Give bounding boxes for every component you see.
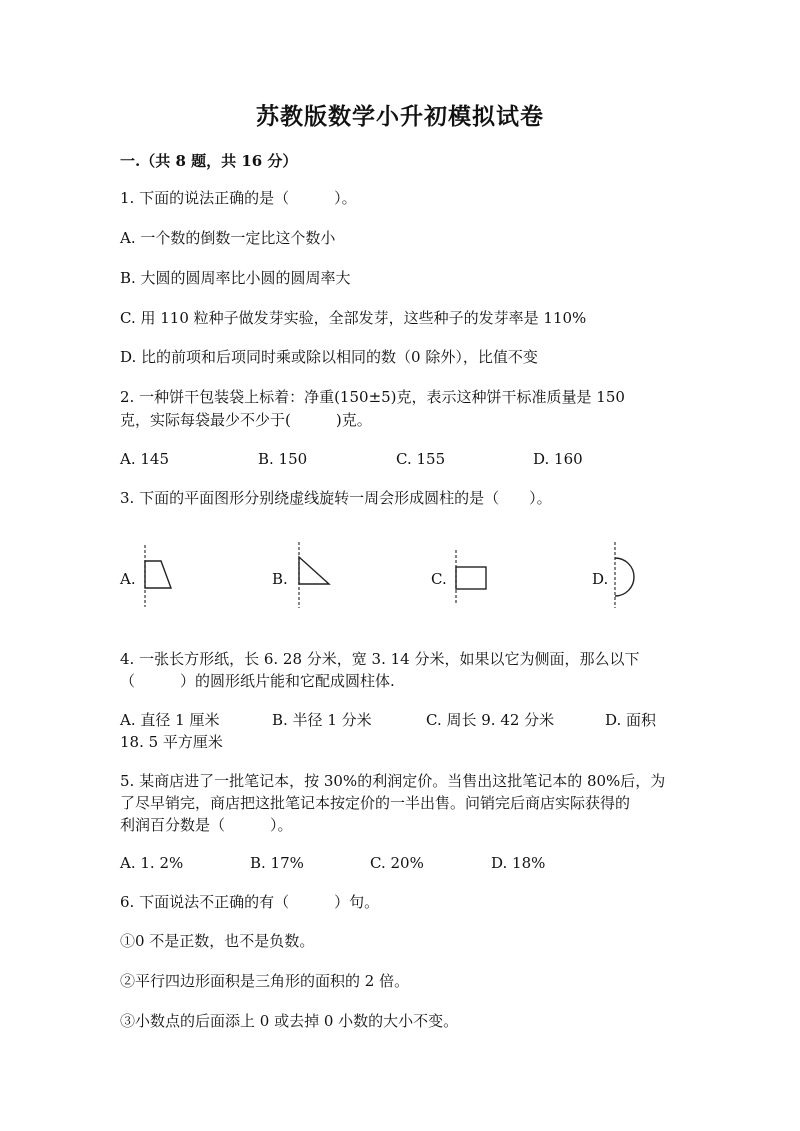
section-heading: 一.（共 8 题，共 16 分）: [120, 152, 298, 170]
question-2-option-b[interactable]: B. 150: [258, 450, 308, 468]
question-2-option-d[interactable]: D. 160: [533, 450, 583, 468]
question-1-stem: 1. 下面的说法正确的是（ ）。: [120, 189, 357, 207]
question-6-stem: 6. 下面说法不正确的有（ ）句。: [120, 893, 380, 911]
question-5-option-a[interactable]: A. 1. 2%: [120, 854, 184, 872]
semicircle-figure: [606, 540, 640, 610]
question-1-option-b[interactable]: B. 大圆的圆周率比小圆的圆周率大: [120, 269, 351, 287]
question-4-option-d-continued: 18. 5 平方厘米: [120, 733, 223, 751]
question-3-option-b-label[interactable]: B.: [272, 570, 288, 588]
question-3-stem: 3. 下面的平面图形分别绕虚线旋转一周会形成圆柱的是（ ）。: [120, 489, 552, 507]
question-5-stem-line-2: 了尽早销完，商店把这批笔记本按定价的一半出售。问销完后商店实际获得的: [120, 794, 631, 812]
question-5-option-b[interactable]: B. 17%: [250, 854, 304, 872]
right-trapezoid-figure: [136, 543, 178, 609]
page-title: 苏教版数学小升初模拟试卷: [256, 103, 544, 130]
question-1-option-a[interactable]: A. 一个数的倒数一定比这个数小: [120, 229, 336, 247]
question-4-stem-line-2: （ ）的圆形纸片能和它配成圆柱体.: [120, 672, 395, 690]
question-4-option-b[interactable]: B. 半径 1 分米: [272, 711, 372, 729]
question-3-option-d-label[interactable]: D.: [592, 570, 609, 588]
question-1-option-c[interactable]: C. 用 110 粒种子做发芽实验，全部发芽，这些种子的发芽率是 110%: [120, 309, 587, 327]
question-2-stem-line-2: 克，实际每袋最少不少于( )克。: [120, 411, 372, 429]
question-5-option-d[interactable]: D. 18%: [491, 854, 546, 872]
question-2-option-c[interactable]: C. 155: [396, 450, 446, 468]
question-4-option-d[interactable]: D. 面积: [605, 711, 657, 729]
question-5-stem-line-1: 5. 某商店进了一批笔记本，按 30%的利润定价。当售出这批笔记本的 80%后，为: [120, 772, 666, 790]
question-2-stem-line-1: 2. 一种饼干包装袋上标着：净重(150±5)克，表示这种饼干标准质量是 150: [120, 388, 625, 406]
question-1-option-d[interactable]: D. 比的前项和后项同时乘或除以相同的数（0 除外），比值不变: [120, 348, 538, 366]
question-4-option-a[interactable]: A. 直径 1 厘米: [120, 711, 220, 729]
question-3-option-c-label[interactable]: C.: [431, 570, 447, 588]
question-6-statement-3: ③小数点的后面添上 0 或去掉 0 小数的大小不变。: [120, 1012, 459, 1030]
question-4-option-c[interactable]: C. 周长 9. 42 分米: [426, 711, 555, 729]
question-6-statement-2: ②平行四边形面积是三角形的面积的 2 倍。: [120, 972, 410, 990]
question-2-option-a[interactable]: A. 145: [120, 450, 169, 468]
question-5-option-c[interactable]: C. 20%: [370, 854, 424, 872]
question-4-stem-line-1: 4. 一张长方形纸，长 6. 28 分米，宽 3. 14 分米，如果以它为侧面，那么以下: [120, 650, 640, 668]
question-5-stem-line-3: 利润百分数是（ ）。: [120, 816, 293, 834]
rectangle-figure: [450, 548, 492, 606]
question-6-statement-1: ①0 不是正数，也不是负数。: [120, 932, 315, 950]
right-triangle-figure: [288, 540, 332, 610]
question-3-option-a-label[interactable]: A.: [120, 570, 136, 588]
